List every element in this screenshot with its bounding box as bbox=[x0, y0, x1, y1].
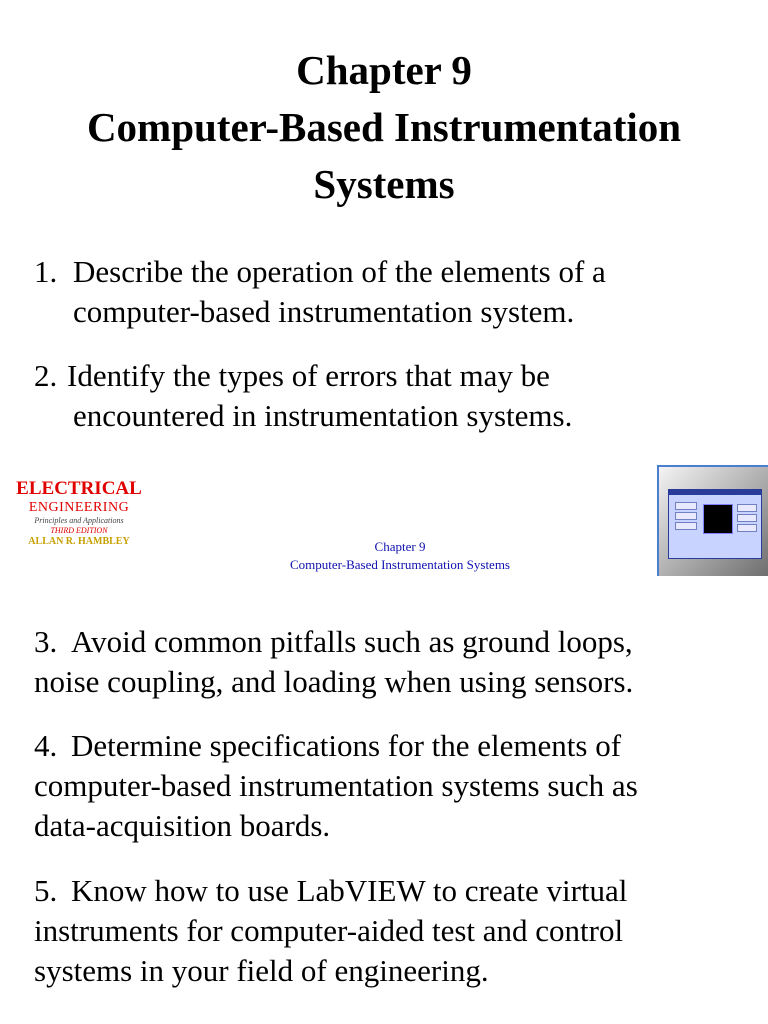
objective-text: computer-based instrumentation system. bbox=[73, 294, 575, 329]
objective-text: Determine specifications for the elements of bbox=[71, 728, 622, 763]
title-line-2: Computer-Based Instrumentation bbox=[86, 104, 682, 150]
chapter-title bbox=[0, 42, 768, 213]
objective-text: Know how to use LabVIEW to create virtual bbox=[71, 873, 628, 908]
objective-2 bbox=[34, 356, 572, 436]
objective-4 bbox=[34, 726, 638, 846]
objective-text: noise coupling, and loading when using sensors. bbox=[34, 664, 634, 699]
objective-number: 3. bbox=[34, 624, 58, 659]
brand-author: ALLAN R. HAMBLEY bbox=[28, 536, 130, 547]
objective-text: Describe the operation of the elements of a bbox=[73, 254, 606, 289]
title-line-3: Systems bbox=[313, 161, 455, 207]
objective-number: 1. bbox=[34, 254, 58, 289]
objective-number: 2. bbox=[34, 358, 58, 393]
thumbnail-control bbox=[675, 512, 697, 520]
objective-number: 5. bbox=[34, 873, 58, 908]
objective-text: Identify the types of errors that may be bbox=[67, 358, 550, 393]
objective-text: instruments for computer-aided test and control bbox=[34, 913, 624, 948]
thumbnail-control bbox=[737, 504, 757, 512]
footer-chapter: Chapter 9 bbox=[374, 539, 426, 554]
thumbnail-window bbox=[668, 489, 762, 559]
objective-5 bbox=[34, 871, 627, 991]
brand-edition: THIRD EDITION bbox=[50, 526, 108, 535]
thumbnail-control bbox=[737, 524, 757, 532]
objective-text: data-acquisition boards. bbox=[34, 808, 331, 843]
objective-text: computer-based instrumentation systems such as bbox=[34, 768, 638, 803]
title-line-1: Chapter 9 bbox=[296, 47, 472, 93]
objective-text: systems in your field of engineering. bbox=[34, 953, 489, 988]
objective-text: Avoid common pitfalls such as ground loops, bbox=[71, 624, 633, 659]
brand-title: ELECTRICAL bbox=[16, 478, 142, 499]
objective-3 bbox=[34, 622, 633, 702]
book-brand-logo bbox=[0, 478, 158, 548]
objective-text: encountered in instrumentation systems. bbox=[73, 398, 573, 433]
labview-virtual-instrument-screenshot-icon bbox=[657, 465, 768, 576]
thumbnail-titlebar bbox=[669, 490, 761, 495]
thumbnail-graph-display bbox=[703, 504, 733, 534]
thumbnail-control bbox=[675, 502, 697, 510]
brand-subtitle: ENGINEERING bbox=[28, 500, 130, 515]
thumbnail-control bbox=[737, 514, 757, 522]
thumbnail-control bbox=[675, 522, 697, 530]
slide-footer-caption bbox=[240, 538, 560, 574]
footer-chapter-title: Computer-Based Instrumentation Systems bbox=[290, 557, 510, 572]
objective-1 bbox=[34, 252, 606, 332]
brand-tagline: Principles and Applications bbox=[34, 516, 124, 525]
objective-number: 4. bbox=[34, 728, 58, 763]
